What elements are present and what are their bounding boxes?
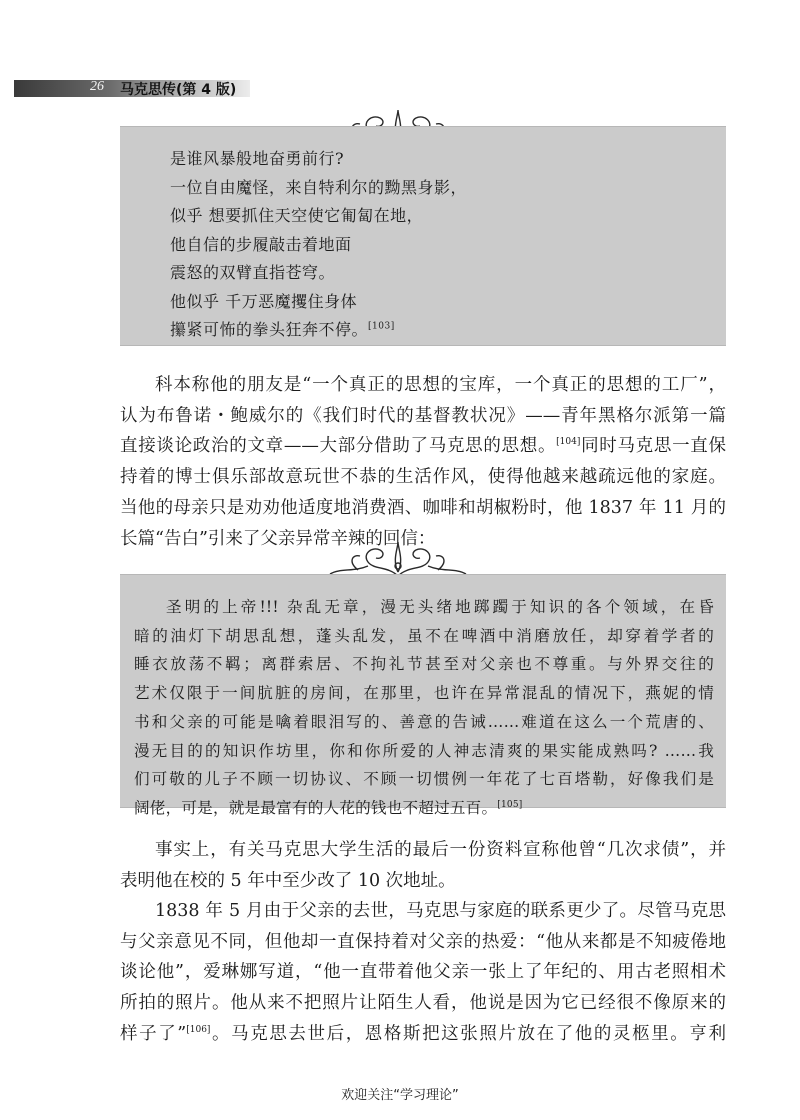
poem-line: 震怒的双臂直指苍穹。 xyxy=(170,263,336,282)
poem-line: 他自信的步履敲击着地面 xyxy=(170,234,352,254)
poem-line: 是谁风暴般地奋勇前行? xyxy=(170,149,345,168)
text-line: 科本称他的朋友是“一个真正的思想的宝库，一个真正的思想的工厂”， xyxy=(155,375,726,395)
text-line: 持着的博士俱乐部故意玩世不恭的生活作风，使得他越来越疏远他的家庭。 xyxy=(120,467,726,488)
quote-line: 圣明的上帝!!! 杂乱无章，漫无头绪地踯躅于知识的各个领域，在昏 xyxy=(166,598,714,616)
text-line: 当他的母亲只是劝劝他适度地消费酒、咖啡和胡椒粉时，他 1837 年 11 月的 xyxy=(120,497,726,518)
footnote-ref: [104] xyxy=(556,437,581,448)
footnote-ref: [105] xyxy=(497,799,523,810)
quote-line: 漫无目的的知识作坊里，你和你所爱的人神志清爽的果实能成熟吗? ……我 xyxy=(134,741,714,760)
text-line: 认为布鲁诺・鲍威尔的《我们时代的基督教状况》——青年黑格尔派第一篇 xyxy=(120,405,726,426)
quote-line: 暗的油灯下胡思乱想，蓬头乱发，虽不在啤酒中消磨放任，却穿着学者的 xyxy=(134,626,714,645)
paragraph-2 xyxy=(120,835,726,896)
poem-line: 他似乎 千万恶魔攫住身体 xyxy=(170,291,358,311)
book-title: 马克思传(第 4 版) xyxy=(120,82,237,98)
page-footer: 欢迎关注“学习理论” xyxy=(341,1088,459,1103)
quote-line: 们可敬的儿子不顾一切协议、不顾一切惯例一年花了七百塔勒，好像我们是 xyxy=(134,770,714,789)
quote-line xyxy=(134,794,714,823)
text-line: 与父亲意见不同，但他却一直保持着对父亲的热爱：“他从来都是不知疲倦地 xyxy=(120,931,726,952)
text-span: 。马克思去世后，恩格斯把这张照片放在了他的灵柩里。亨利 xyxy=(210,1023,726,1044)
quote-line: 艺术仅限于一间肮脏的房间，在那里，也许在异常混乱的情况下，燕妮的情 xyxy=(134,684,714,703)
letter-quote-block xyxy=(120,574,726,817)
poem-line: 似乎 想要抓住天空使它匍匐在地， xyxy=(170,206,424,225)
paragraph-3 xyxy=(120,896,726,1050)
text-span: 直接谈论政治的文章——大部分借助了马克思的思想。 xyxy=(120,436,557,457)
footnote-ref: [106] xyxy=(186,1024,211,1035)
text-line xyxy=(120,431,726,462)
text-span: 同时马克思一直保 xyxy=(580,436,726,457)
text-span: 样子了” xyxy=(120,1023,187,1044)
text-line xyxy=(120,1019,726,1050)
page-number: 26 xyxy=(90,79,104,94)
quote-line-text: 阔佬，可是，就是最富有的人花的钱也不超过五百。 xyxy=(134,798,498,817)
quote-line: 睡衣放荡不羁；离群索居、不拘礼节甚至对父亲也不尊重。与外界交往的 xyxy=(134,655,714,674)
quote-line: 书和父亲的可能是噙着眼泪写的、善意的告诫……难道在这么一个荒唐的、 xyxy=(134,712,714,731)
poem-line xyxy=(170,316,467,345)
text-line: 长篇“告白”引来了父亲异常辛辣的回信： xyxy=(120,528,436,549)
poem-quote-block xyxy=(120,126,726,346)
poem-line-text: 攥紧可怖的拳头狂奔不停。 xyxy=(170,320,369,339)
text-line: 所拍的照片。他从来不把照片让陌生人看，他说是因为它已经很不像原来的 xyxy=(120,993,726,1014)
text-line: 谈论他”，爱琳娜写道，“他一直带着他父亲一张上了年纪的、用古老照相术 xyxy=(120,962,726,983)
poem-line: 一位自由魔怪，来自特利尔的黝黑身影， xyxy=(170,177,468,197)
text-line: 1838 年 5 月由于父亲的去世，马克思与家庭的联系更少了。尽管马克思 xyxy=(155,901,726,921)
footnote-ref: [103] xyxy=(368,321,395,332)
text-line: 表明他在校的 5 年中至少改了 10 次地址。 xyxy=(120,870,456,891)
text-line: 事实上，有关马克思大学生活的最后一份资料宣称他曾“几次求债”，并 xyxy=(155,840,726,860)
paragraph-1 xyxy=(120,370,726,554)
